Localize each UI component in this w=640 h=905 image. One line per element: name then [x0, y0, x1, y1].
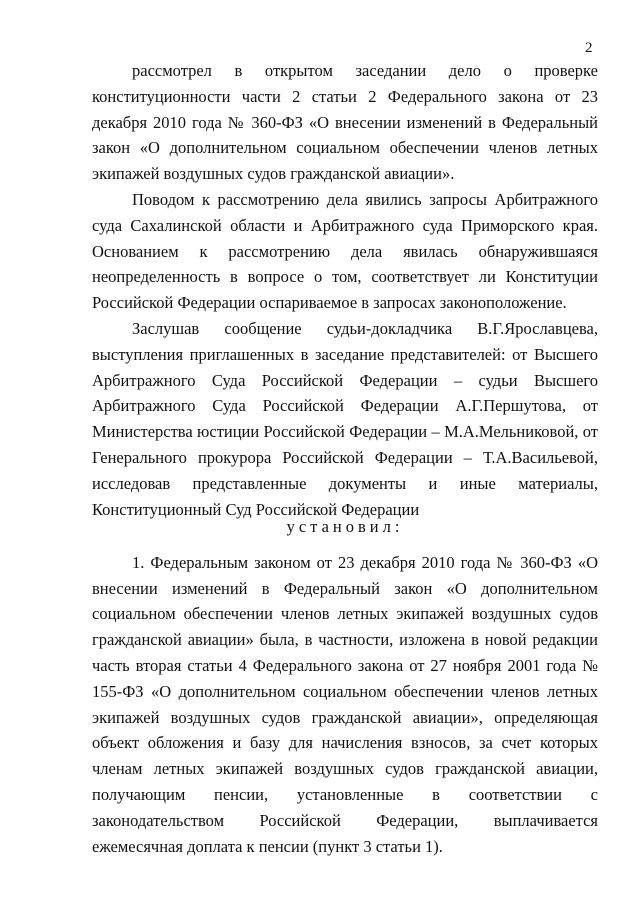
section-heading: установил:: [286, 517, 404, 536]
paragraph-hearing: Заслушав сообщение судьи-докладчика В.Г.Ярославцева, выступления приглашенных в заседание представителей: от Высшего Арбитражного Суда Российской Федерации – судьи Высшего Арбитражного Суда Российской Федерации А.Г.Першутова, от Министерства юстиции Российской Федерации – М.А.Мельниковой, от Генерального прокурора Российской Федерации – Т.А.Васильевой, исследовав представленные документы и иные материалы, Конституционный Суд Российской Федерации: [92, 318, 598, 519]
page-number: 2: [585, 40, 593, 56]
document-text-lower: [92, 514, 598, 859]
paragraph-section-1: 1. Федеральным законом от 23 декабря 2010 года № 360-ФЗ «О внесении изменений в Федеральный закон «О дополнительном социальном обеспечении членов летных экипажей воздушных судов гражданской авиации» была, в частности, изложена в новой редакции часть вторая статьи 4 Федерального закона от 27 ноября 2001 года № 155-ФЗ «О дополнительном социальном обеспечении членов летных экипажей воздушных судов гражданской авиации», определяющая объект обложения и базу для начисления взносов, за счет которых членам летных экипажей воздушных судов гражданской авиации, получающим пенсии, установленные в соответствии с законодательством Российской Федерации, выплачивается ежемесячная доплата к пенсии (пункт 3 статьи 1).: [92, 552, 598, 856]
paragraph-case-subject: рассмотрел в открытом заседании дело о проверке конституционности части 2 статьи 2 Федерального закона от 23 декабря 2010 года № 360-ФЗ «О внесении изменений в Федеральный закон «О дополнительном социальном обеспечении членов летных экипажей воздушных судов гражданской авиации».: [92, 61, 598, 184]
paragraph-grounds: Поводом к рассмотрению дела явились запросы Арбитражного суда Сахалинской области и Арбитражного суда Приморского края. Основанием к рассмотрению дела явилась обнаружившаяся неопределенность в вопросе о том, соответствует ли Конституции Российской Федерации оспариваемое в запросах законоположение.: [92, 189, 598, 313]
document-text-upper: [92, 58, 598, 522]
